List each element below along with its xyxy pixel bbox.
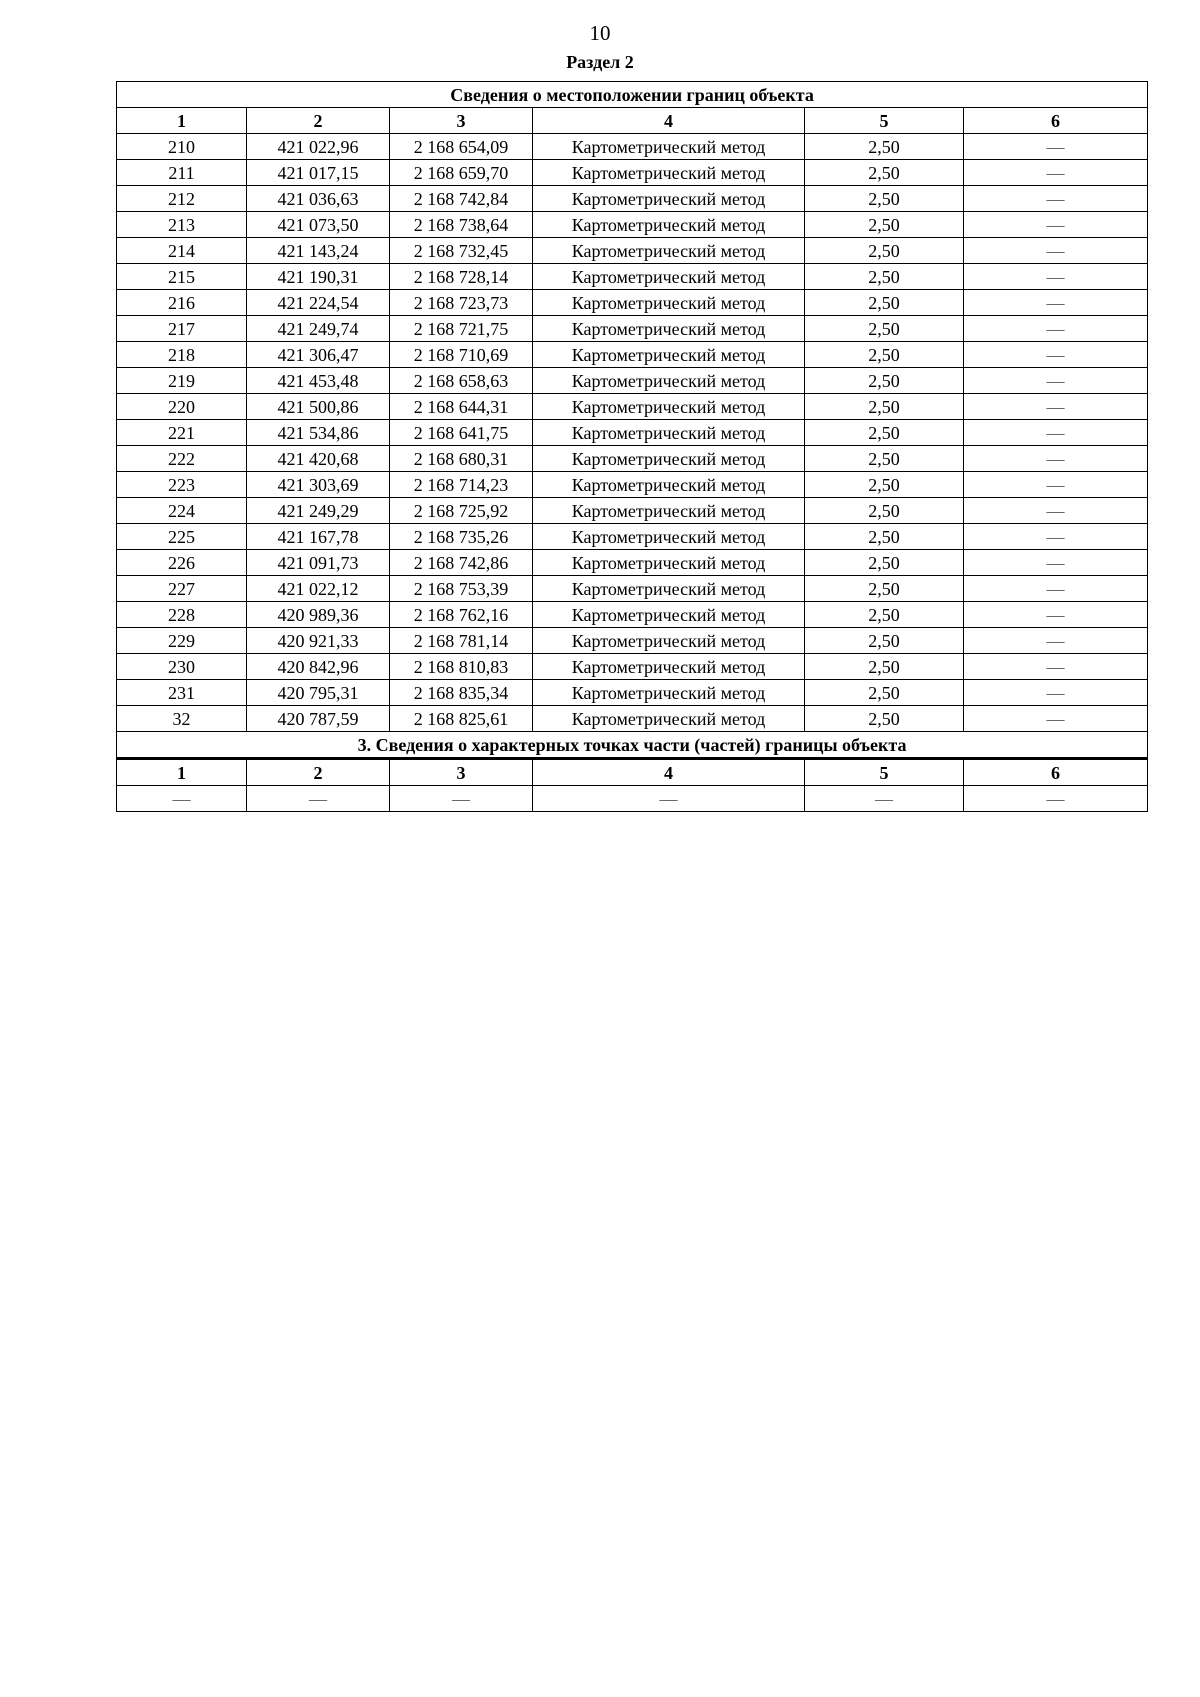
- table-cell: —: [964, 472, 1148, 498]
- table-row: [117, 498, 1148, 524]
- table-cell: 231: [117, 680, 247, 706]
- table-row: [117, 628, 1148, 654]
- table-cell: 227: [117, 576, 247, 602]
- table-cell: Картометрический метод: [533, 394, 805, 420]
- table-cell: 2,50: [805, 290, 964, 316]
- table-cell: 229: [117, 628, 247, 654]
- table-cell: —: [964, 680, 1148, 706]
- table-cell: Картометрический метод: [533, 134, 805, 160]
- table-cell: Картометрический метод: [533, 576, 805, 602]
- table-cell: 2 168 742,86: [390, 550, 533, 576]
- table-row: [117, 316, 1148, 342]
- table-cell: —: [964, 264, 1148, 290]
- table-cell: Картометрический метод: [533, 680, 805, 706]
- table-cell: —: [964, 524, 1148, 550]
- table-cell: Картометрический метод: [533, 238, 805, 264]
- parts-title-row: [117, 732, 1148, 759]
- table-cell: 2 168 825,61: [390, 706, 533, 732]
- table-cell: 226: [117, 550, 247, 576]
- table-cell: 215: [117, 264, 247, 290]
- table-cell: 2 168 644,31: [390, 394, 533, 420]
- table-cell: —: [964, 212, 1148, 238]
- column-header: 3: [390, 108, 533, 134]
- column-header: 5: [805, 108, 964, 134]
- table-cell: Картометрический метод: [533, 420, 805, 446]
- table-cell: 2 168 735,26: [390, 524, 533, 550]
- table-row: [117, 680, 1148, 706]
- table-cell: 421 420,68: [247, 446, 390, 472]
- table-cell: 211: [117, 160, 247, 186]
- parts-row: [117, 786, 1148, 812]
- column-header: 4: [533, 108, 805, 134]
- table-cell: Картометрический метод: [533, 524, 805, 550]
- table-cell: 228: [117, 602, 247, 628]
- table-cell: Картометрический метод: [533, 316, 805, 342]
- table-cell: 210: [117, 134, 247, 160]
- table-cell: 420 787,59: [247, 706, 390, 732]
- table-cell: —: [964, 316, 1148, 342]
- table-cell: 421 190,31: [247, 264, 390, 290]
- table-row: [117, 654, 1148, 680]
- table-cell: —: [964, 160, 1148, 186]
- table-row: [117, 420, 1148, 446]
- table-cell: 2 168 835,34: [390, 680, 533, 706]
- table-cell: 213: [117, 212, 247, 238]
- table-row: [117, 368, 1148, 394]
- table-cell: 421 022,96: [247, 134, 390, 160]
- table-row: [117, 160, 1148, 186]
- table-cell: Картометрический метод: [533, 602, 805, 628]
- column-header: 2: [247, 108, 390, 134]
- table-cell: 2,50: [805, 186, 964, 212]
- table-cell: 2 168 810,83: [390, 654, 533, 680]
- table-cell: 421 303,69: [247, 472, 390, 498]
- table-cell: 2,50: [805, 394, 964, 420]
- table-cell: 2,50: [805, 628, 964, 654]
- column-header: 2: [247, 759, 390, 786]
- table-cell: 223: [117, 472, 247, 498]
- table-cell: 420 795,31: [247, 680, 390, 706]
- table-cell: 421 534,86: [247, 420, 390, 446]
- table-cell: Картометрический метод: [533, 446, 805, 472]
- table-row: [117, 446, 1148, 472]
- table-cell: 219: [117, 368, 247, 394]
- table-cell: 2,50: [805, 420, 964, 446]
- table-cell: 2 168 725,92: [390, 498, 533, 524]
- table-cell: 2 168 742,84: [390, 186, 533, 212]
- table-cell: Картометрический метод: [533, 472, 805, 498]
- table-cell: 2,50: [805, 160, 964, 186]
- table-cell: —: [964, 576, 1148, 602]
- table-cell: Картометрический метод: [533, 264, 805, 290]
- table-cell: 421 017,15: [247, 160, 390, 186]
- table-cell: 230: [117, 654, 247, 680]
- table-cell: 2 168 658,63: [390, 368, 533, 394]
- table-cell: Картометрический метод: [533, 186, 805, 212]
- table-cell: 420 921,33: [247, 628, 390, 654]
- table-cell: 2,50: [805, 316, 964, 342]
- page-number: 10: [589, 21, 611, 45]
- table-cell: 224: [117, 498, 247, 524]
- table-cell: 217: [117, 316, 247, 342]
- column-header: 5: [805, 759, 964, 786]
- table-cell: —: [964, 186, 1148, 212]
- table-row: [117, 186, 1148, 212]
- table-cell: 2 168 728,14: [390, 264, 533, 290]
- column-header: 1: [117, 759, 247, 786]
- table-cell: —: [533, 786, 805, 812]
- table-cell: 2,50: [805, 550, 964, 576]
- table-cell: 2 168 738,64: [390, 212, 533, 238]
- table-cell: 222: [117, 446, 247, 472]
- column-header: 6: [964, 108, 1148, 134]
- table-cell: Картометрический метод: [533, 290, 805, 316]
- column-header: 1: [117, 108, 247, 134]
- table-cell: —: [964, 498, 1148, 524]
- table-cell: 2 168 753,39: [390, 576, 533, 602]
- table-cell: 2 168 654,09: [390, 134, 533, 160]
- table-cell: 420 842,96: [247, 654, 390, 680]
- table-cell: 2 168 732,45: [390, 238, 533, 264]
- table-cell: 2 168 710,69: [390, 342, 533, 368]
- table-cell: —: [964, 550, 1148, 576]
- table-body: [117, 82, 1148, 812]
- table-cell: —: [964, 628, 1148, 654]
- table-cell: 2,50: [805, 654, 964, 680]
- table-cell: 421 500,86: [247, 394, 390, 420]
- table-cell: 421 143,24: [247, 238, 390, 264]
- table-cell: 212: [117, 186, 247, 212]
- table-cell: 2 168 641,75: [390, 420, 533, 446]
- parts-header-row: [117, 759, 1148, 786]
- column-header: 3: [390, 759, 533, 786]
- table-cell: Картометрический метод: [533, 160, 805, 186]
- table-cell: 2 168 781,14: [390, 628, 533, 654]
- table-cell: 2 168 721,75: [390, 316, 533, 342]
- table-cell: 421 091,73: [247, 550, 390, 576]
- table-row: [117, 264, 1148, 290]
- table-row: [117, 706, 1148, 732]
- table-row: [117, 134, 1148, 160]
- table-cell: —: [964, 134, 1148, 160]
- table-cell: —: [805, 786, 964, 812]
- table-row: [117, 602, 1148, 628]
- table-title: Сведения о местоположении границ объекта: [117, 82, 1148, 108]
- column-header: 6: [964, 759, 1148, 786]
- table-cell: 421 249,74: [247, 316, 390, 342]
- table-cell: 420 989,36: [247, 602, 390, 628]
- table-cell: 2,50: [805, 680, 964, 706]
- table-cell: Картометрический метод: [533, 550, 805, 576]
- table-row: [117, 342, 1148, 368]
- table-cell: 2,50: [805, 524, 964, 550]
- table-cell: 421 167,78: [247, 524, 390, 550]
- table-cell: 2 168 714,23: [390, 472, 533, 498]
- table-cell: 2,50: [805, 342, 964, 368]
- table-row: [117, 524, 1148, 550]
- table-cell: Картометрический метод: [533, 212, 805, 238]
- table-title-row: [117, 82, 1148, 108]
- table-cell: 2 168 680,31: [390, 446, 533, 472]
- column-header: 4: [533, 759, 805, 786]
- table-cell: 2,50: [805, 368, 964, 394]
- table-cell: —: [964, 290, 1148, 316]
- table-cell: 2 168 762,16: [390, 602, 533, 628]
- table-cell: Картометрический метод: [533, 498, 805, 524]
- table-cell: 2 168 723,73: [390, 290, 533, 316]
- table-cell: —: [964, 446, 1148, 472]
- table-cell: 2,50: [805, 238, 964, 264]
- table-row: [117, 238, 1148, 264]
- table-cell: Картометрический метод: [533, 706, 805, 732]
- table-cell: 421 306,47: [247, 342, 390, 368]
- table-cell: 2,50: [805, 602, 964, 628]
- table-row: [117, 576, 1148, 602]
- table-cell: —: [964, 238, 1148, 264]
- table-cell: 421 453,48: [247, 368, 390, 394]
- table-cell: 2,50: [805, 212, 964, 238]
- table-cell: Картометрический метод: [533, 342, 805, 368]
- table-row: [117, 550, 1148, 576]
- table-cell: 421 036,63: [247, 186, 390, 212]
- boundaries-table: [116, 81, 1148, 812]
- table-cell: —: [964, 342, 1148, 368]
- table-cell: 421 249,29: [247, 498, 390, 524]
- table-cell: Картометрический метод: [533, 368, 805, 394]
- table-cell: 218: [117, 342, 247, 368]
- table-row: [117, 394, 1148, 420]
- table-cell: —: [247, 786, 390, 812]
- table-cell: 216: [117, 290, 247, 316]
- table-row: [117, 472, 1148, 498]
- table-cell: 2,50: [805, 134, 964, 160]
- table-cell: 32: [117, 706, 247, 732]
- table-row: [117, 212, 1148, 238]
- table-cell: 2,50: [805, 576, 964, 602]
- table-cell: —: [964, 368, 1148, 394]
- table-cell: —: [964, 654, 1148, 680]
- table-cell: —: [964, 786, 1148, 812]
- table-cell: 2,50: [805, 498, 964, 524]
- table-cell: 221: [117, 420, 247, 446]
- table-cell: 2 168 659,70: [390, 160, 533, 186]
- table-cell: 2,50: [805, 264, 964, 290]
- table-cell: 2,50: [805, 446, 964, 472]
- table-cell: Картометрический метод: [533, 654, 805, 680]
- table-header-row: [117, 108, 1148, 134]
- table-cell: 421 073,50: [247, 212, 390, 238]
- table-cell: 2,50: [805, 472, 964, 498]
- table-cell: 421 022,12: [247, 576, 390, 602]
- table-cell: —: [964, 420, 1148, 446]
- section-title: Раздел 2: [566, 52, 634, 72]
- table-cell: —: [117, 786, 247, 812]
- table-cell: —: [964, 602, 1148, 628]
- table-cell: 421 224,54: [247, 290, 390, 316]
- table-cell: —: [964, 706, 1148, 732]
- table-cell: 225: [117, 524, 247, 550]
- table-cell: 2,50: [805, 706, 964, 732]
- table-row: [117, 290, 1148, 316]
- table-cell: 220: [117, 394, 247, 420]
- table-cell: Картометрический метод: [533, 628, 805, 654]
- table-cell: 214: [117, 238, 247, 264]
- table-cell: —: [964, 394, 1148, 420]
- parts-title: 3. Сведения о характерных точках части (частей) границы объекта: [117, 732, 1148, 759]
- table-cell: —: [390, 786, 533, 812]
